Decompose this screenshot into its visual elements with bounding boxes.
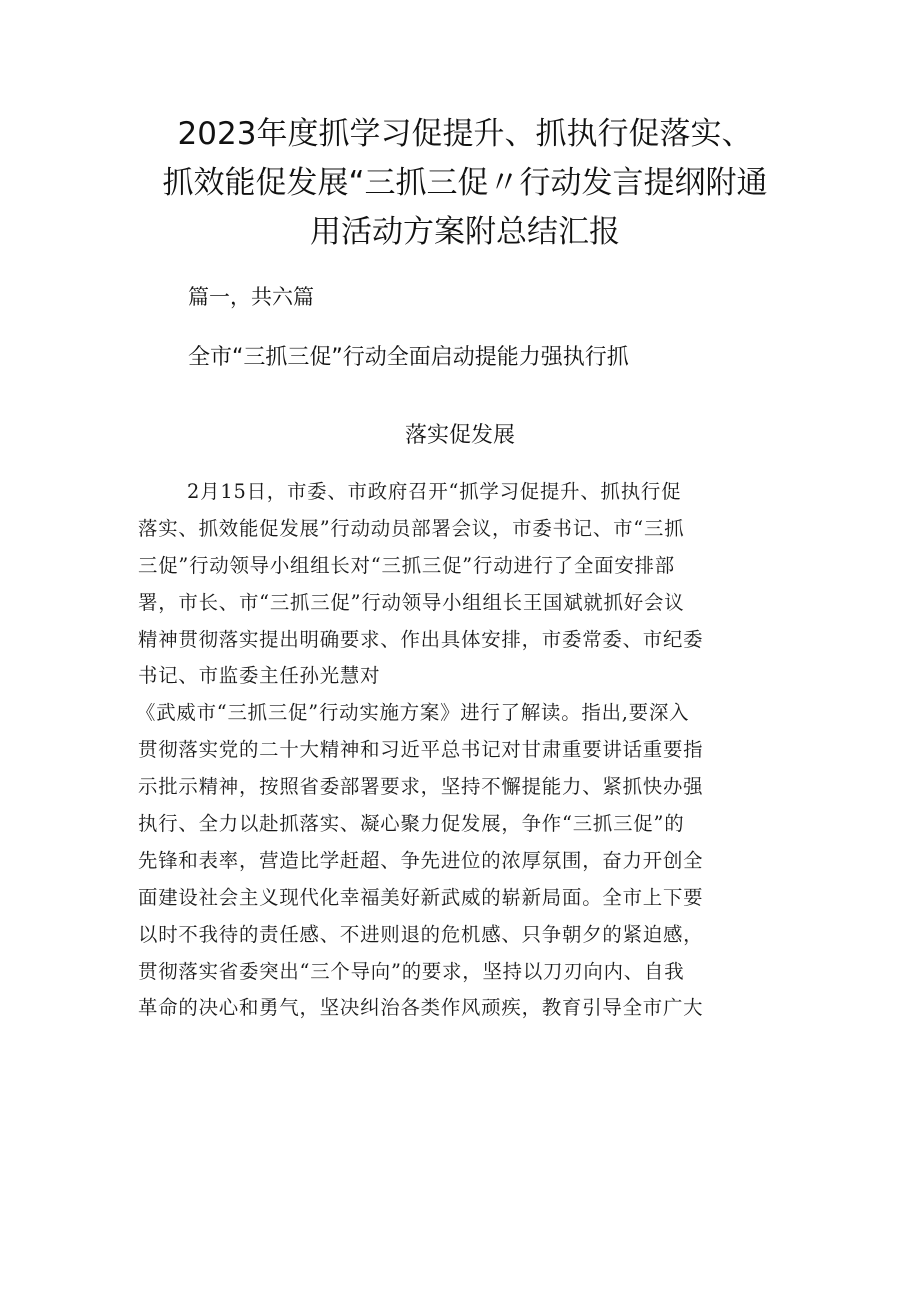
title-line-2: 抓效能促发展“三抓三促〃行动发言提纲附通 [162,165,768,201]
body-line: 贯彻落实党的二十大精神和习近平总书记对甘肃重要讲话重要指 [138,738,704,762]
body-line: 2月15日，市委、市政府召开“抓学习促提升、抓执行促 [187,480,682,503]
body-line: 示批示精神，按照省委部署要求，坚持不懈提能力、紧抓快办强 [138,775,704,799]
section-label: 篇一，共六篇 [188,285,314,309]
body-line: 落实、抓效能促发展”行动动员部署会议，市委书记、市“三抓 [138,516,685,540]
body-line: 三促”行动领导小组组长对“三抓三促”行动进行了全面安排部 [138,553,675,577]
body-line: 贯彻落实省委突出“三个导向”的要求，坚持以刀刃向内、自我 [138,959,685,983]
title-line-1: 2023年度抓学习促提升、抓执行促落实、 [177,116,753,152]
body-line: 书记、市监委主任孙光慧对 [138,664,381,688]
body-line: 面建设社会主义现代化幸福美好新武威的崭新局面。全市上下要 [138,885,704,909]
body-line: 署，市长、市“三抓三促”行动领导小组组长王国斌就抓好会议 [138,590,685,614]
body-line: 以时不我待的责任感、不进则退的危机感、只争朝夕的紧迫感， [138,922,704,946]
article-heading-line-1: 全市“三抓三促”行动全面启动提能力强执行抓 [188,345,629,370]
article-heading-line-2: 落实促发展 [404,423,515,448]
body-line: 执行、全力以赴抓落实、凝心聚力促发展，争作“三抓三促”的 [138,812,685,836]
title-line-3: 用活动方案附总结汇报 [310,214,620,250]
body-line: 精神贯彻落实提出明确要求、作出具体安排，市委常委、市纪委 [138,627,704,651]
body-line: 革命的决心和勇气，坚决纠治各类作风顽疾，教育引导全市广大 [138,996,704,1020]
article-body [138,474,792,1027]
body-line: 先锋和表率，营造比学赶超、争先进位的浓厚氛围，奋力开创全 [138,848,704,872]
document-title [120,110,810,257]
body-line: 《武威市“三抓三促”行动实施方案》进行了解读。指出,要深入 [136,701,690,725]
